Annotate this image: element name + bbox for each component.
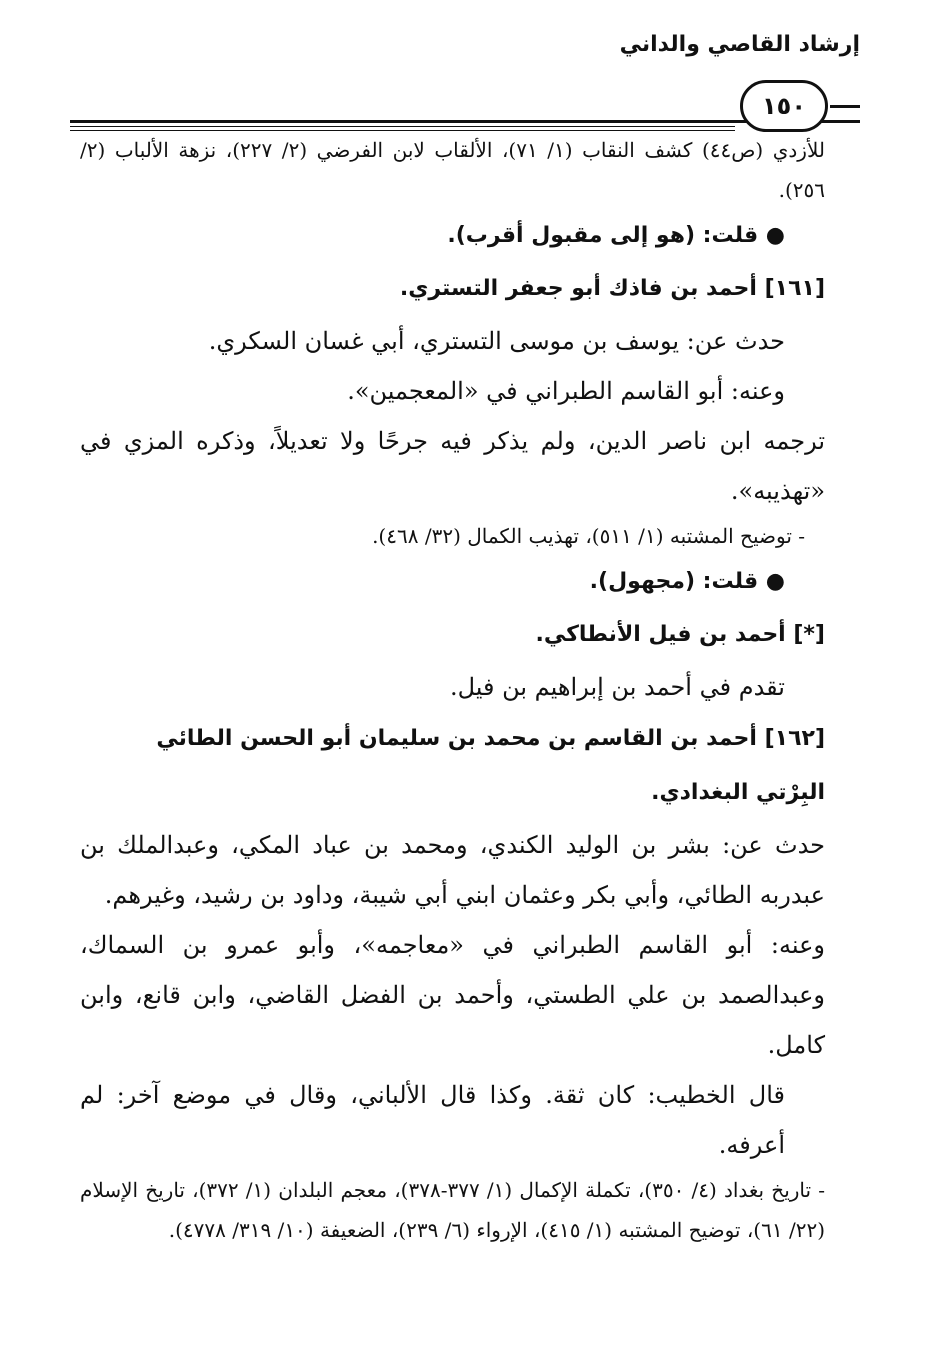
- page-number: ١٥٠: [740, 80, 828, 132]
- entry-162-narrated-by: وعنه: أبو القاسم الطبراني في «معاجمه»، وأبو عمرو بن السماك، وعبدالصمد بن علي الطستي، وأحمد بن الفضل القاضي، وابن قانع، وابن كامل.: [80, 931, 825, 1059]
- entry-161-narrated-from: حدث عن: يوسف بن موسى التستري، أبي غسان السكري.: [208, 327, 785, 355]
- entry-161-narrated-by: وعنه: أبو القاسم الطبراني في «المعجمين».: [347, 377, 785, 405]
- entry-162-sources: - تاريخ بغداد (٤/ ٣٥٠)، تكملة الإكمال (١/ ٣٧٧-٣٧٨)، معجم البلدان (١/ ٣٧٢)، تاريخ الإسلام (٢٢/ ٦١)، توضيح المشتبه (١/ ٤١٥)، الإرواء (٦/ ٢٣٩)، الضعيفة (١٠/ ٣١٩/ ٤٧٧٨).: [80, 1178, 825, 1242]
- header-rule-thin: [70, 126, 735, 127]
- entry-162-khatib-verdict: قال الخطيب: كان ثقة. وكذا قال الألباني، وقال في موضع آخر: لم أعرفه.: [80, 1081, 786, 1159]
- entry-161-biography: ترجمه ابن ناصر الدين، ولم يذكر فيه جرحًا ولا تعديلاً، وذكره المزي في «تهذيبه».: [80, 427, 825, 505]
- entry-162-heading: [١٦٢] أحمد بن القاسم بن محمد بن سليمان أبو الحسن الطائي البِرْتي البغدادي.: [156, 726, 825, 805]
- header-rule: [70, 120, 860, 123]
- running-title: إرشاد القاصي والداني: [619, 32, 860, 57]
- entry-star-heading: [*] أحمد بن فيل الأنطاكي.: [535, 622, 825, 647]
- qult-note-1: ● قلت: (هو إلى مقبول أقرب).: [80, 210, 825, 262]
- entry-161-sources: - توضيح المشتبه (١/ ٥١١)، تهذيب الكمال (٣٢/ ٤٦٨).: [372, 524, 805, 548]
- page-number-dash: [830, 105, 860, 108]
- entry-162-narrated-from: حدث عن: بشر بن الوليد الكندي، ومحمد بن عباد المكي، وعبدالملك بن عبدربه الطائي، وأبي بكر وعثمان ابني أبي شيبة، وداود بن رشيد، وغيرهم.: [80, 831, 826, 909]
- footnote-continuation: للأزدي (ص٤٤) كشف النقاب (١/ ٧١)، الألقاب لابن الفرضي (٢/ ٢٢٧)، نزهة الألباب (٢/ ٢٥٦).: [80, 138, 825, 202]
- entry-161-heading: [١٦١] أحمد بن فاذك أبو جعفر التستري.: [399, 276, 825, 301]
- page-header: [70, 32, 860, 120]
- page-body: [80, 130, 825, 1250]
- qult-note-2: ● قلت: (مجهول).: [80, 556, 825, 608]
- entry-star-reference: تقدم في أحمد بن إبراهيم بن فيل.: [449, 673, 785, 701]
